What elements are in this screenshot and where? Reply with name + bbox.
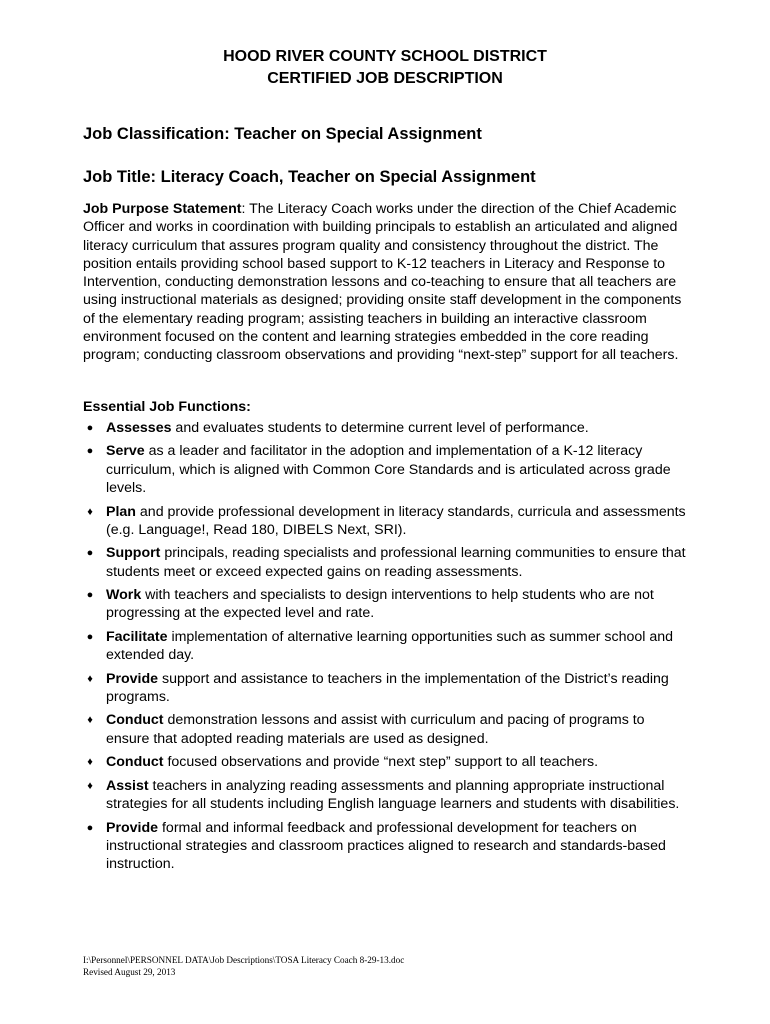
list-item (83, 670, 688, 707)
essential-functions-heading: Essential Job Functions: (83, 399, 251, 415)
bullet-icon: ♦ (87, 672, 93, 685)
document-header (0, 46, 770, 90)
document-type: CERTIFIED JOB DESCRIPTION (267, 70, 503, 87)
bullet-icon: ● (86, 422, 94, 434)
function-verb: Facilitate (106, 628, 168, 645)
function-text: and evaluates students to determine current level of performance. (171, 420, 589, 436)
list-item (83, 419, 688, 437)
list-item (83, 586, 688, 623)
list-item (83, 711, 688, 748)
bullet-icon: ♦ (87, 756, 93, 769)
function-verb: Assesses (106, 420, 172, 436)
revision-date: Revised August 29, 2013 (83, 966, 176, 977)
function-verb: Support (106, 545, 161, 562)
function-verb: Conduct (106, 754, 164, 771)
list-item (83, 819, 688, 874)
function-text: as a leader and facilitator in the adoption and implementation of a K-12 literacy curriculum, which is aligned with Common Core Standards and is articulated across grade levels. (106, 443, 671, 497)
bullet-icon: ● (86, 589, 94, 602)
function-text: support and assistance to teachers in the implementation of the District’s reading programs. (106, 670, 669, 705)
purpose-text: : The Literacy Coach works under the direction of the Chief Academic Officer and works in coordination with building principals to establish an articulated and aligned literacy curriculum that assures program quality and consistency throughout the district. The position entails providing school based support to K-12 teachers in Literacy and Response to Intervention, conducting demonstration lessons and co-teaching to ensure that all teachers are using instructional materials as designed; providing onsite staff development in the components of the elementary reading program; assisting teachers in building an interactive classroom environment focused on the content and learning strategies embedded in the core reading program; conducting classroom observations and providing “next-step” support for all teachers. (83, 201, 682, 364)
bullet-icon: ● (86, 630, 94, 643)
function-text: implementation of alternative learning opportunities such as summer school and extended day. (106, 628, 674, 664)
essential-functions-list (83, 419, 688, 879)
list-item (83, 628, 688, 665)
function-text: formal and informal feedback and professional development for teachers on instructional strategies and classroom practices aligned to research and standards-based instruction. (106, 819, 666, 873)
function-text: principals, reading specialists and professional learning communities to ensure that students meet or exceed expected gains on reading assessments. (106, 545, 686, 580)
function-text: with teachers and specialists to design interventions to help students who are not progressing at the expected level and rate. (106, 587, 654, 622)
purpose-label: Job Purpose Statement (83, 201, 242, 217)
file-path: I:\Personnel\PERSONNEL DATA\Job Descriptions\TOSA Literacy Coach 8-29-13.doc (83, 955, 405, 965)
function-verb: Assist (106, 777, 149, 794)
document-footer (83, 955, 404, 978)
function-verb: Plan (106, 503, 136, 520)
bullet-icon: ● (86, 445, 94, 458)
list-item (83, 544, 688, 581)
function-text: and provide professional development in literacy standards, curricula and assessments (e.g. Language!, Read 180, DIBELS Next, SRI). (106, 503, 686, 538)
function-verb: Provide (106, 819, 159, 836)
bullet-icon: ♦ (87, 779, 93, 792)
bullet-icon: ● (86, 547, 94, 560)
list-item (83, 503, 688, 540)
bullet-icon: ♦ (87, 714, 93, 727)
job-purpose-statement (83, 200, 688, 365)
district-name: HOOD RIVER COUNTY SCHOOL DISTRICT (223, 48, 547, 65)
list-item (83, 777, 688, 814)
bullet-icon: ♦ (87, 505, 93, 518)
job-title: Job Title: Literacy Coach, Teacher on Special Assignment (83, 168, 536, 186)
function-text: teachers in analyzing reading assessments and planning appropriate instructional strategies for all students including English language learners and students with disabilities. (106, 777, 680, 813)
bullet-icon: ● (86, 821, 94, 834)
list-item (83, 442, 688, 497)
function-text: focused observations and provide “next step” support to all teachers. (163, 754, 599, 771)
function-text: demonstration lessons and assist with curriculum and pacing of programs to ensure that adopted reading materials are used as designed. (106, 712, 645, 747)
job-classification: Job Classification: Teacher on Special Assignment (83, 125, 482, 143)
function-verb: Serve (106, 443, 145, 460)
list-item (83, 753, 688, 771)
function-verb: Work (106, 587, 142, 604)
function-verb: Provide (106, 670, 159, 687)
function-verb: Conduct (106, 712, 164, 729)
